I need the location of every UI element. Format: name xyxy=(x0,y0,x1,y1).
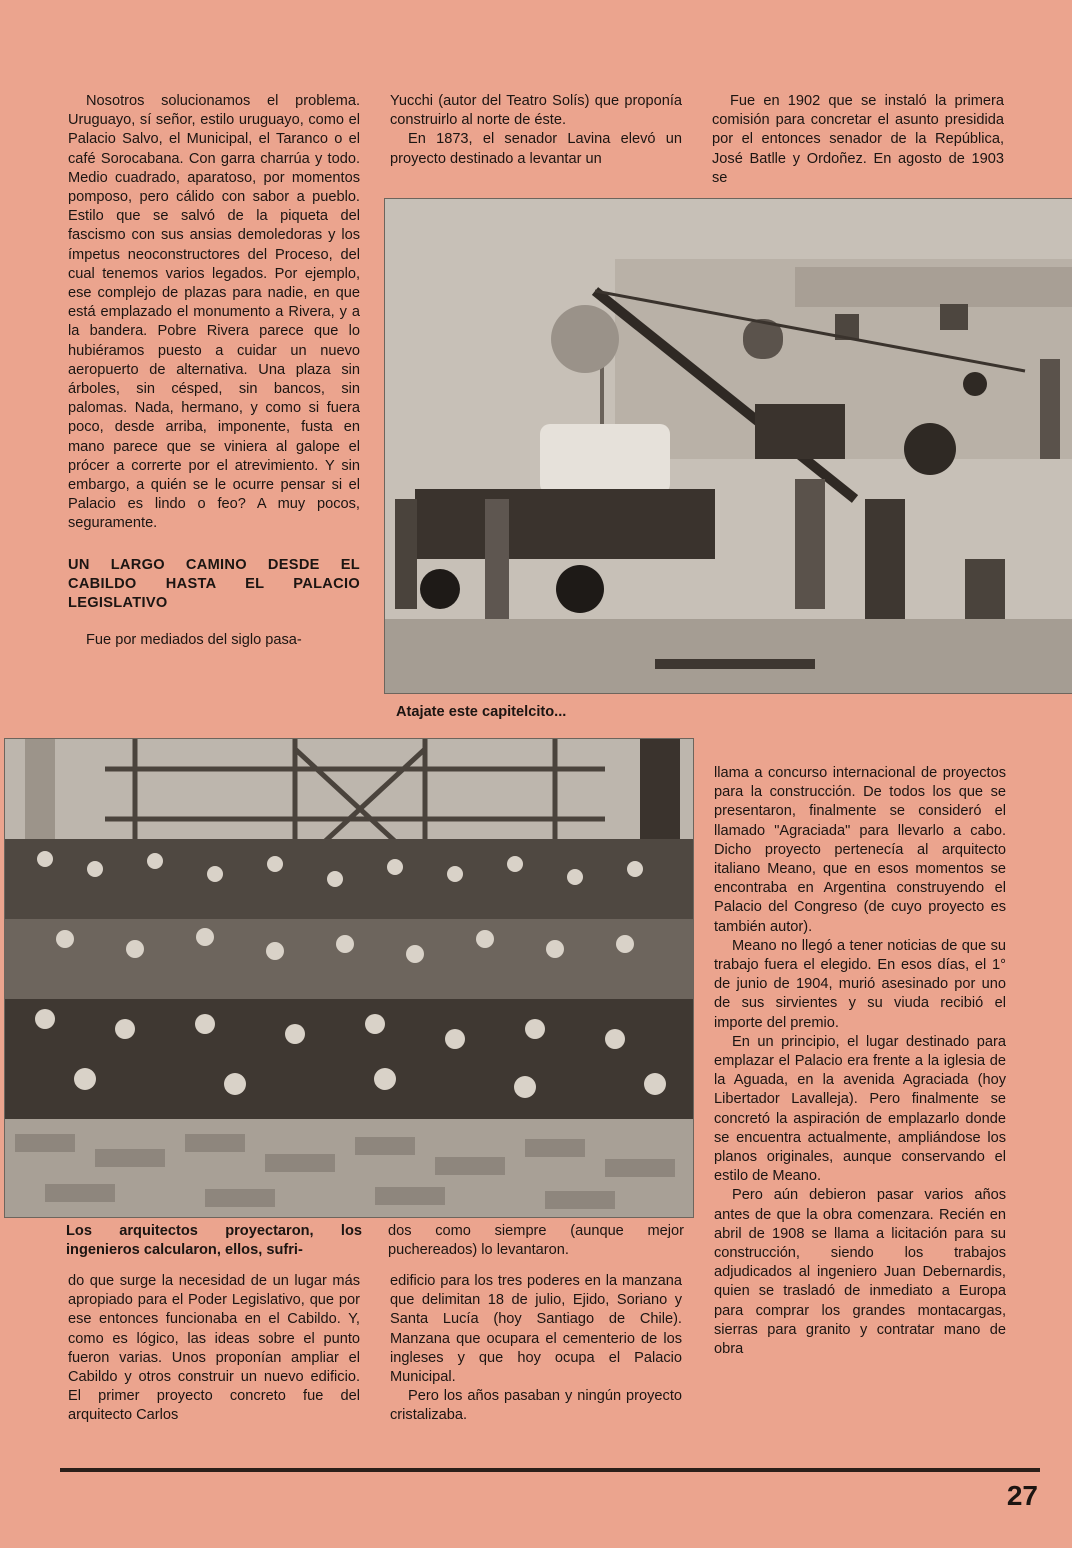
paragraph: Meano no llegó a tener noticias de que su trabajo fuera el elegido. En esos días, el 1° de junio de 1904, murió asesinado por uno de sus sirvientes y su viuda recibió el importe del premio. xyxy=(714,937,1006,1031)
paragraph: edificio para los tres poderes en la manzana que delimitan 18 de julio, Ejido, Soriano y Santa Lucía (hoy Santiago de Chile). Manzana que ocupara el cementerio de los ingleses y que hoy ocupa el Palacio Municipal. xyxy=(390,1273,682,1386)
section-heading: UN LARGO CAMINO DESDE EL CABILDO HASTA EL PALACIO LEGISLATIVO xyxy=(68,556,360,612)
photo-2-caption-continued: dos como siempre (aunque mejor puchereados) lo levantaron. xyxy=(388,1223,684,1259)
photo-workers-group xyxy=(4,738,694,1218)
paragraph: do que surge la necesidad de un lugar más apropiado para el Poder Legislativo, que por ese entonces funcionaba en el Cabildo. Y, como es lógico, las ideas sobre el punto fueron varias. Unos proponían ampliar el Cabildo y otros construir un nuevo edificio. El primer proyecto concreto fue del arquitecto Carlos xyxy=(68,1273,360,1424)
page-number: 27 xyxy=(1006,1480,1038,1511)
paragraph: Fue por mediados del siglo pasa- xyxy=(86,632,302,649)
paragraph: Pero los años pasaban y ningún proyecto cristalizaba. xyxy=(390,1388,682,1424)
column-3-top xyxy=(712,92,1004,188)
paragraph: llama a concurso internacional de proyectos para la construcción. De todos los que se presentaron, finalmente se consideró el llamado "Agraciada" para llevarlo a cabo. Dicho proyecto pertenecía al arquitecto italiano Meano, que en esos momentos se encontraba en Argentina construyendo el Palacio del Congreso (de cuyo proyecto es también autor). xyxy=(714,765,1006,935)
column-2-bottom xyxy=(390,1272,682,1426)
paragraph: En un principio, el lugar destinado para emplazar el Palacio era frente a la iglesia de la Aguada, en la avenida Agraciada (hoy Libertador Lavalleja). Pero finalmente se concretó la aspiración de emplazarlo donde se encuentra actualmente, ampliándose los planos originales, aunque conservando el estilo de Meano. xyxy=(714,1033,1006,1185)
column-3-bottom xyxy=(714,764,1006,1359)
column-1-top xyxy=(68,92,360,650)
photo-2-caption: Los arquitectos proyectaron, los ingenieros calcularon, ellos, sufri- xyxy=(66,1223,362,1259)
workers-crowd-illustration xyxy=(5,739,693,1217)
footer-rule xyxy=(60,1468,1040,1472)
column-2-top xyxy=(390,92,682,169)
column-1-bottom xyxy=(68,1272,360,1426)
photo-crane-capital xyxy=(384,198,1072,694)
paragraph: Nosotros solucionamos el problema. Uruguayo, sí señor, estilo uruguayo, como el Palacio Salvo, el Municipal, el Taranco o el café Sorocabana. Con garra charrúa y todo. Medio cuadrado, aparatoso, por momentos pomposo, pero cálido con sabor a pueblo. Estilo que se salvó de la piqueta del fascismo con sus ansias demoledoras y los ímpetus neoconstructores del Proceso, del cual tenemos varios legados. Por ejemplo, ese complejo de plazas para nadie, en que está emplazado el monumento a Rivera, y a la bandera. Pobre Rivera parece que lo hubiéramos puesto a cuidar un nuevo aeropuerto de alternativa. Una plaza sin árboles, sin césped, sin bancos, sin palomas. Nada, hermano, y como si fuera poco, desde arriba, imponente, fusta en mano parece que se viniera al galope el prócer a correrte por el atrevimiento. Y sin embargo, a quién se le ocurre pensar si el Palacio es lindo o feo? A muy pocos, seguramente. xyxy=(68,93,360,532)
crane-scene-illustration xyxy=(385,199,1072,693)
photo-1-caption: Atajate este capitelcito... xyxy=(396,704,567,720)
paragraph: Yucchi (autor del Teatro Solís) que proponía construirlo al norte de éste. xyxy=(390,93,682,129)
paragraph: Fue en 1902 que se instaló la primera comisión para concretar el asunto presidida por el entonces senador de la República, José Batlle y Ordoñez. En agosto de 1903 se xyxy=(712,93,1004,186)
paragraph: Pero aún debieron pasar varios años antes de que la obra comenzara. Recién en abril de 1908 se llama a licitación para su construcción, siendo los trabajos adjudicados al ingeniero Juan Debernardis, quien se trasladó de inmediato a Europa para comprar los grandes montacargas, sierras para granito y contratar mano de obra xyxy=(714,1187,1006,1358)
paragraph: En 1873, el senador Lavina elevó un proyecto destinado a levantar un xyxy=(390,131,682,167)
